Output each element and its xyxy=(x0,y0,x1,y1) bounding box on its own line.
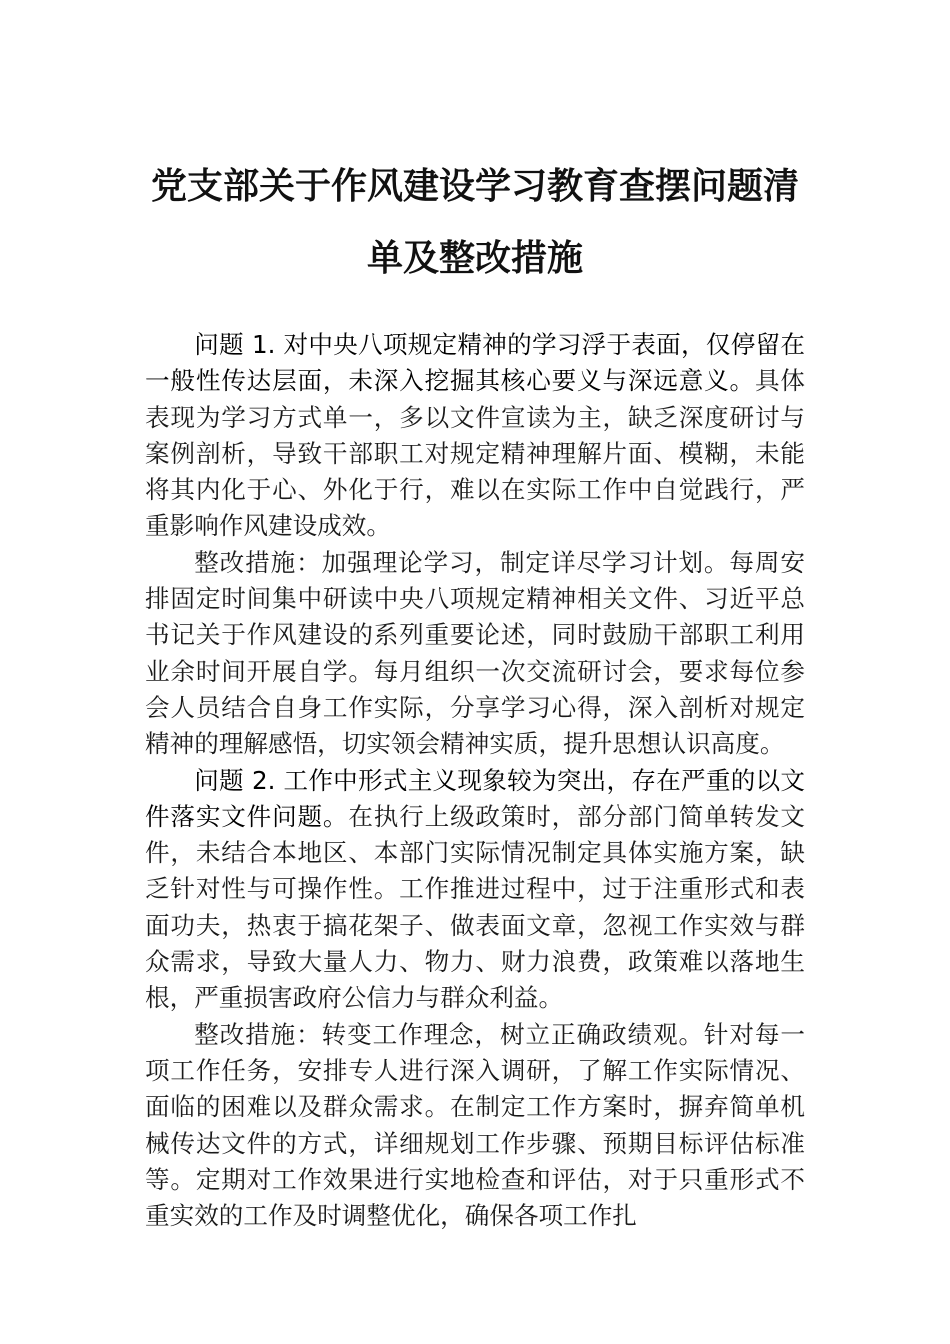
paragraph-measure-2 xyxy=(145,1017,805,1235)
document-body xyxy=(145,327,805,1234)
problem-1-detail: 具体表现为学习方式单一，多以文件宣读为主，缺乏深度研讨与案例剖析，导致干部职工对规定精神理解片面、模糊，未能将其内化于心、外化于行，难以在实际工作中自觉践行，严重影响作风建设成效。 xyxy=(145,366,805,541)
measure-2-text: 整改措施：转变工作理念，树立正确政绩观。针对每一项工作任务，安排专人进行深入调研，了解工作实际情况、面临的困难以及群众需求。在制定工作方案时，摒弃简单机械传达文件的方式，详细规划工作步骤、预期目标评估标准等。定期对工作效果进行实地检查和评估，对于只重形式不重实效的工作及时调整优化，确保各项工作扎 xyxy=(145,1019,805,1231)
measure-1-text: 整改措施：加强理论学习，制定详尽学习计划。每周安排固定时间集中研读中央八项规定精神相关文件、习近平总书记关于作风建设的系列重要论述，同时鼓励干部职工利用业余时间开展自学。每月组织一次交流研讨会，要求每位参会人员结合自身工作实际，分享学习心得，深入剖析对规定精神的理解感悟，切实领会精神实质，提升思想认识高度。 xyxy=(145,547,805,759)
problem-2-heading: 问题 2. 工作中形式主义现象较为突出，存在严重的以文件落实文件问题。 xyxy=(145,765,805,831)
paragraph-measure-1 xyxy=(145,545,805,763)
document-title: 党支部关于作风建设学习教育查摆问题清单及整改措施 xyxy=(150,165,799,279)
problem-2-detail: 在执行上级政策时，部分部门简单转发文件，未结合本地区、本部门实际情况制定具体实施方案，缺乏针对性与可操作性。工作推进过程中，过于注重形式和表面功夫，热衷于搞花架子、做表面文章，忽视工作实效与群众需求，导致大量人力、物力、财力浪费，政策难以落地生根，严重损害政府公信力与群众利益。 xyxy=(145,801,805,1013)
problem-1-heading: 问题 1. 对中央八项规定精神的学习浮于表面，仅停留在一般性传达层面，未深入挖掘其核心要义与深远意义。 xyxy=(145,330,805,396)
paragraph-problem-1 xyxy=(145,327,805,545)
paragraph-problem-2 xyxy=(145,763,805,1017)
